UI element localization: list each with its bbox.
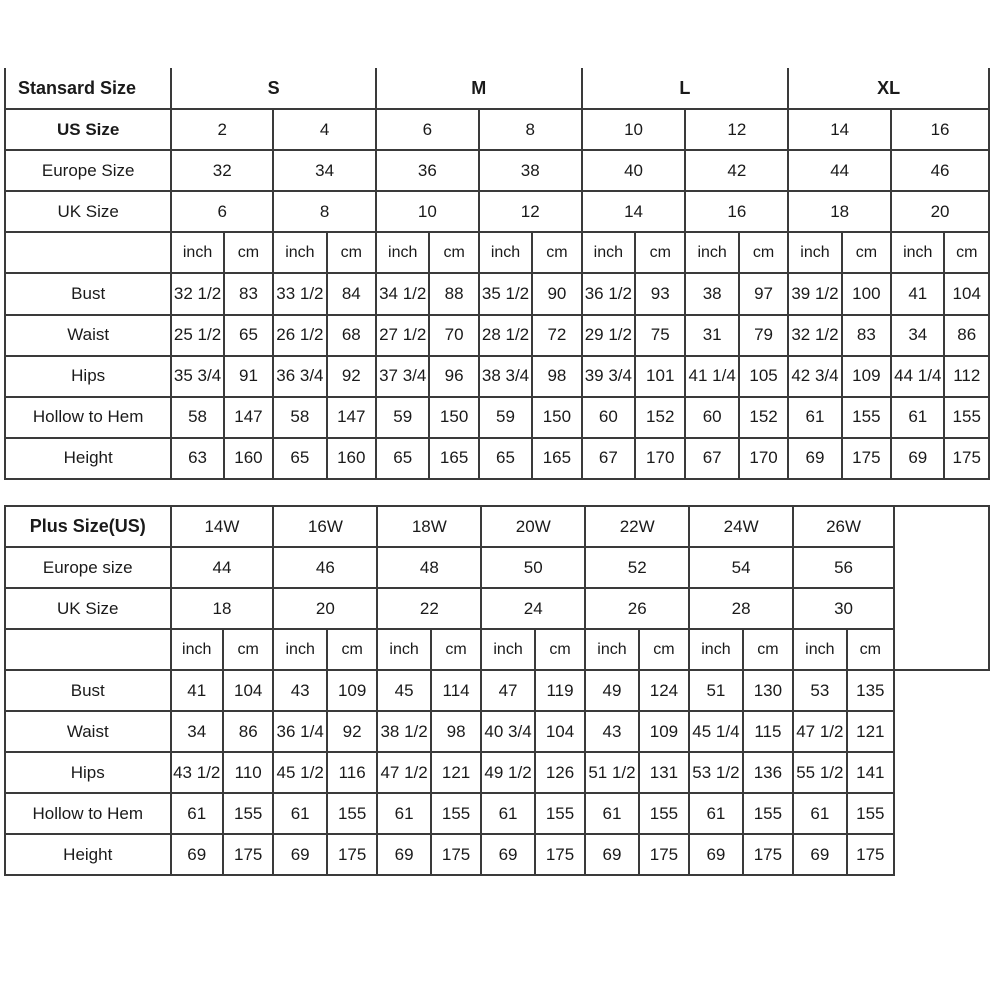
uk-size-row: [5, 191, 989, 232]
plus-measurement-value: 175: [847, 834, 894, 875]
measurement-value: 25 1/2: [171, 315, 223, 356]
unit-row: [5, 232, 989, 273]
europe-size-cell: 34: [273, 150, 376, 191]
plus-measurement-value: 61: [171, 793, 223, 834]
plus-measurement-value: 51 1/2: [585, 752, 638, 793]
plus-us-size-row: [5, 506, 989, 547]
plus-measurement-value: 130: [743, 670, 793, 711]
measurement-value: 67: [685, 438, 738, 479]
plus-measurement-value: 69: [171, 834, 223, 875]
plus-uk-size-cell: 22: [377, 588, 481, 629]
plus-size-header: Plus Size(US): [5, 506, 171, 547]
measurement-value: 35 3/4: [171, 356, 223, 397]
plus-measurement-value: 109: [639, 711, 689, 752]
us-size-label: US Size: [5, 109, 171, 150]
uk-size-cell: 6: [171, 191, 273, 232]
plus-measurement-value: 61: [689, 793, 742, 834]
europe-size-label: Europe Size: [5, 150, 171, 191]
uk-size-label: UK Size: [5, 191, 171, 232]
plus-europe-size-cell: 52: [585, 547, 689, 588]
plus-europe-size-cell: 48: [377, 547, 481, 588]
standard-size-table: [4, 68, 990, 480]
plus-measurement-value: 86: [223, 711, 273, 752]
plus-us-size-cell: 20W: [481, 506, 585, 547]
europe-size-cell: 38: [479, 150, 582, 191]
us-size-cell: 6: [376, 109, 479, 150]
plus-measurement-value: 49: [585, 670, 638, 711]
plus-measurement-value: 155: [327, 793, 377, 834]
measurement-value: 36 3/4: [273, 356, 326, 397]
measurement-value: 97: [739, 273, 788, 314]
uk-size-cell: 12: [479, 191, 582, 232]
plus-measurement-row: [5, 711, 989, 752]
measurement-value: 69: [788, 438, 841, 479]
plus-measurement-value: 41: [171, 670, 223, 711]
plus-measurement-value: 61: [585, 793, 638, 834]
plus-measurement-value: 175: [743, 834, 793, 875]
plus-measurement-value: 175: [223, 834, 273, 875]
unit-cell: inch: [685, 232, 738, 273]
unit-cell: inch: [788, 232, 841, 273]
plus-measurement-value: 155: [223, 793, 273, 834]
measurement-value: 33 1/2: [273, 273, 326, 314]
measurement-value: 104: [944, 273, 989, 314]
plus-measurement-value: 114: [431, 670, 481, 711]
plus-unit-row-blank: [5, 629, 171, 670]
size-group-s: S: [171, 68, 376, 109]
plus-measurement-value: 51: [689, 670, 742, 711]
plus-measurement-value: 69: [585, 834, 638, 875]
europe-size-cell: 32: [171, 150, 273, 191]
plus-measurement-value: 104: [535, 711, 585, 752]
measurement-value: 32 1/2: [788, 315, 841, 356]
measurement-value: 93: [635, 273, 685, 314]
plus-measurement-label: Hollow to Hem: [5, 793, 171, 834]
plus-us-size-cell: 26W: [793, 506, 894, 547]
plus-measurement-value: 53 1/2: [689, 752, 742, 793]
plus-europe-size-cell: 50: [481, 547, 585, 588]
us-size-row: [5, 109, 989, 150]
measurement-value: 60: [685, 397, 738, 438]
plus-unit-cell: cm: [327, 629, 377, 670]
measurement-value: 39 3/4: [582, 356, 635, 397]
measurement-value: 150: [532, 397, 581, 438]
plus-europe-size-cell: 44: [171, 547, 274, 588]
measurement-value: 65: [273, 438, 326, 479]
measurement-row: [5, 356, 989, 397]
us-size-cell: 10: [582, 109, 686, 150]
measurement-value: 165: [532, 438, 581, 479]
measurement-value: 67: [582, 438, 635, 479]
plus-unit-row: [5, 629, 989, 670]
uk-size-cell: 10: [376, 191, 479, 232]
plus-measurement-value: 43 1/2: [171, 752, 223, 793]
measurement-value: 68: [327, 315, 376, 356]
plus-uk-size-cell: 24: [481, 588, 585, 629]
plus-measurement-value: 69: [481, 834, 534, 875]
measurement-value: 165: [429, 438, 478, 479]
plus-unit-cell: cm: [223, 629, 273, 670]
plus-measurement-value: 155: [639, 793, 689, 834]
measurement-value: 86: [944, 315, 989, 356]
measurement-value: 90: [532, 273, 581, 314]
uk-size-cell: 16: [685, 191, 788, 232]
plus-europe-size-cell: 54: [689, 547, 793, 588]
measurement-label: Height: [5, 438, 171, 479]
standard-size-header: Stansard Size: [5, 68, 171, 109]
plus-measurement-value: 69: [273, 834, 326, 875]
measurement-row: [5, 315, 989, 356]
plus-measurement-value: 135: [847, 670, 894, 711]
measurement-value: 150: [429, 397, 478, 438]
measurement-value: 147: [327, 397, 376, 438]
measurement-value: 34 1/2: [376, 273, 429, 314]
measurement-row: [5, 397, 989, 438]
measurement-value: 175: [944, 438, 989, 479]
unit-cell: cm: [327, 232, 376, 273]
plus-uk-size-cell: 20: [273, 588, 377, 629]
plus-measurement-label: Bust: [5, 670, 171, 711]
uk-size-cell: 18: [788, 191, 891, 232]
plus-measurement-value: 61: [273, 793, 326, 834]
plus-measurement-value: 121: [431, 752, 481, 793]
us-size-cell: 2: [171, 109, 273, 150]
plus-uk-size-cell: 30: [793, 588, 894, 629]
plus-measurement-value: 34: [171, 711, 223, 752]
plus-measurement-value: 61: [377, 793, 430, 834]
uk-size-cell: 14: [582, 191, 686, 232]
measurement-value: 29 1/2: [582, 315, 635, 356]
plus-measurement-value: 104: [223, 670, 273, 711]
plus-measurement-value: 141: [847, 752, 894, 793]
plus-unit-cell: cm: [431, 629, 481, 670]
plus-measurement-row: [5, 834, 989, 875]
plus-uk-size-cell: 26: [585, 588, 689, 629]
plus-unit-cell: cm: [639, 629, 689, 670]
measurement-value: 42 3/4: [788, 356, 841, 397]
measurement-value: 26 1/2: [273, 315, 326, 356]
unit-cell: cm: [532, 232, 581, 273]
measurement-value: 155: [944, 397, 989, 438]
measurement-value: 170: [739, 438, 788, 479]
unit-cell: inch: [479, 232, 532, 273]
plus-measurement-value: 121: [847, 711, 894, 752]
measurement-value: 75: [635, 315, 685, 356]
plus-measurement-value: 175: [639, 834, 689, 875]
unit-cell: cm: [224, 232, 273, 273]
measurement-value: 41 1/4: [685, 356, 738, 397]
plus-measurement-value: 69: [689, 834, 742, 875]
us-size-cell: 8: [479, 109, 582, 150]
unit-cell: inch: [582, 232, 635, 273]
plus-measurement-value: 43: [585, 711, 638, 752]
unit-cell: inch: [171, 232, 223, 273]
plus-measurement-label: Waist: [5, 711, 171, 752]
measurement-value: 160: [327, 438, 376, 479]
plus-unit-cell: cm: [847, 629, 894, 670]
plus-measurement-row: [5, 793, 989, 834]
measurement-value: 63: [171, 438, 223, 479]
plus-measurement-row: [5, 752, 989, 793]
measurement-value: 88: [429, 273, 478, 314]
plus-measurement-value: 47: [481, 670, 534, 711]
measurement-value: 27 1/2: [376, 315, 429, 356]
measurement-value: 100: [842, 273, 891, 314]
measurement-value: 37 3/4: [376, 356, 429, 397]
measurement-value: 41: [891, 273, 944, 314]
plus-measurement-value: 175: [431, 834, 481, 875]
measurement-row: [5, 438, 989, 479]
measurement-label: Waist: [5, 315, 171, 356]
plus-measurement-value: 43: [273, 670, 326, 711]
plus-uk-size-row: [5, 588, 989, 629]
unit-cell: cm: [944, 232, 989, 273]
us-size-cell: 14: [788, 109, 891, 150]
plus-measurement-value: 47 1/2: [793, 711, 846, 752]
plus-measurement-value: 175: [535, 834, 585, 875]
measurement-value: 152: [739, 397, 788, 438]
size-group-row: [5, 68, 989, 109]
plus-unit-cell: inch: [793, 629, 846, 670]
measurement-label: Hollow to Hem: [5, 397, 171, 438]
unit-cell: inch: [891, 232, 944, 273]
plus-unit-cell: inch: [377, 629, 430, 670]
measurement-value: 112: [944, 356, 989, 397]
plus-europe-size-cell: 56: [793, 547, 894, 588]
plus-measurement-value: 116: [327, 752, 377, 793]
measurement-value: 60: [582, 397, 635, 438]
measurement-value: 70: [429, 315, 478, 356]
plus-us-size-cell: 16W: [273, 506, 377, 547]
plus-us-size-cell: 24W: [689, 506, 793, 547]
plus-us-size-cell: 18W: [377, 506, 481, 547]
measurement-value: 109: [842, 356, 891, 397]
measurement-value: 61: [891, 397, 944, 438]
uk-size-cell: 20: [891, 191, 989, 232]
plus-measurement-value: 49 1/2: [481, 752, 534, 793]
plus-measurement-value: 136: [743, 752, 793, 793]
plus-measurement-value: 92: [327, 711, 377, 752]
measurement-value: 31: [685, 315, 738, 356]
unit-row-blank: [5, 232, 171, 273]
plus-measurement-value: 131: [639, 752, 689, 793]
measurement-value: 79: [739, 315, 788, 356]
measurement-value: 105: [739, 356, 788, 397]
plus-unit-cell: cm: [535, 629, 585, 670]
plus-unit-cell: inch: [273, 629, 326, 670]
plus-europe-size-label: Europe size: [5, 547, 171, 588]
measurement-row: [5, 273, 989, 314]
plus-measurement-value: 61: [793, 793, 846, 834]
measurement-value: 152: [635, 397, 685, 438]
measurement-value: 96: [429, 356, 478, 397]
unit-cell: inch: [376, 232, 429, 273]
measurement-value: 36 1/2: [582, 273, 635, 314]
measurement-value: 84: [327, 273, 376, 314]
plus-measurement-value: 36 1/4: [273, 711, 326, 752]
measurement-value: 83: [224, 273, 273, 314]
size-group-l: L: [582, 68, 789, 109]
measurement-value: 38: [685, 273, 738, 314]
measurement-value: 34: [891, 315, 944, 356]
plus-measurement-value: 109: [327, 670, 377, 711]
measurement-value: 101: [635, 356, 685, 397]
unit-cell: cm: [635, 232, 685, 273]
us-size-cell: 4: [273, 109, 376, 150]
plus-unit-cell: cm: [743, 629, 793, 670]
measurement-value: 155: [842, 397, 891, 438]
plus-size-table: [4, 505, 990, 876]
measurement-value: 65: [224, 315, 273, 356]
measurement-value: 65: [376, 438, 429, 479]
plus-measurement-value: 69: [377, 834, 430, 875]
measurement-value: 72: [532, 315, 581, 356]
measurement-value: 160: [224, 438, 273, 479]
measurement-value: 65: [479, 438, 532, 479]
plus-measurement-value: 45 1/2: [273, 752, 326, 793]
unit-cell: inch: [273, 232, 326, 273]
plus-measurement-value: 61: [481, 793, 534, 834]
plus-measurement-row: [5, 670, 989, 711]
plus-us-size-cell: 22W: [585, 506, 689, 547]
plus-measurement-value: 110: [223, 752, 273, 793]
plus-measurement-label: Hips: [5, 752, 171, 793]
plus-uk-size-cell: 28: [689, 588, 793, 629]
plus-unit-cell: inch: [585, 629, 638, 670]
measurement-value: 38 3/4: [479, 356, 532, 397]
measurement-value: 39 1/2: [788, 273, 841, 314]
plus-unit-cell: inch: [171, 629, 223, 670]
us-size-cell: 16: [891, 109, 989, 150]
plus-measurement-value: 175: [327, 834, 377, 875]
plus-measurement-value: 53: [793, 670, 846, 711]
measurement-value: 83: [842, 315, 891, 356]
plus-measurement-value: 119: [535, 670, 585, 711]
unit-cell: cm: [739, 232, 788, 273]
plus-measurements: [5, 670, 989, 875]
measurement-value: 170: [635, 438, 685, 479]
plus-europe-size-row: [5, 547, 989, 588]
europe-size-cell: 44: [788, 150, 891, 191]
measurement-value: 147: [224, 397, 273, 438]
measurement-value: 175: [842, 438, 891, 479]
plus-measurement-value: 38 1/2: [377, 711, 430, 752]
measurement-label: Bust: [5, 273, 171, 314]
measurement-value: 98: [532, 356, 581, 397]
plus-uk-size-cell: 18: [171, 588, 274, 629]
europe-size-row: [5, 150, 989, 191]
plus-measurement-value: 155: [535, 793, 585, 834]
measurement-label: Hips: [5, 356, 171, 397]
plus-us-size-cell: 14W: [171, 506, 274, 547]
plus-measurement-value: 55 1/2: [793, 752, 846, 793]
plus-measurement-value: 40 3/4: [481, 711, 534, 752]
measurement-value: 59: [479, 397, 532, 438]
plus-measurement-value: 115: [743, 711, 793, 752]
plus-measurement-value: 155: [847, 793, 894, 834]
size-group-m: M: [376, 68, 582, 109]
plus-europe-size-cell: 46: [273, 547, 377, 588]
unit-cell: cm: [842, 232, 891, 273]
measurement-value: 92: [327, 356, 376, 397]
uk-size-cell: 8: [273, 191, 376, 232]
measurement-value: 28 1/2: [479, 315, 532, 356]
plus-measurement-value: 155: [431, 793, 481, 834]
plus-measurement-label: Height: [5, 834, 171, 875]
europe-size-cell: 46: [891, 150, 989, 191]
plus-measurement-value: 155: [743, 793, 793, 834]
measurement-value: 59: [376, 397, 429, 438]
plus-blank-column: [894, 506, 989, 670]
plus-measurement-value: 47 1/2: [377, 752, 430, 793]
europe-size-cell: 36: [376, 150, 479, 191]
plus-unit-cell: inch: [689, 629, 742, 670]
europe-size-cell: 40: [582, 150, 686, 191]
unit-cell: cm: [429, 232, 478, 273]
standard-measurements: [5, 273, 989, 478]
measurement-value: 58: [171, 397, 223, 438]
measurement-value: 69: [891, 438, 944, 479]
plus-measurement-value: 45 1/4: [689, 711, 742, 752]
plus-unit-cell: inch: [481, 629, 534, 670]
plus-measurement-value: 45: [377, 670, 430, 711]
plus-measurement-value: 69: [793, 834, 846, 875]
measurement-value: 61: [788, 397, 841, 438]
plus-measurement-value: 98: [431, 711, 481, 752]
measurement-value: 35 1/2: [479, 273, 532, 314]
plus-measurement-value: 126: [535, 752, 585, 793]
europe-size-cell: 42: [685, 150, 788, 191]
measurement-value: 91: [224, 356, 273, 397]
measurement-value: 44 1/4: [891, 356, 944, 397]
plus-uk-size-label: UK Size: [5, 588, 171, 629]
size-group-xl: XL: [788, 68, 989, 109]
measurement-value: 32 1/2: [171, 273, 223, 314]
plus-measurement-value: 124: [639, 670, 689, 711]
us-size-cell: 12: [685, 109, 788, 150]
measurement-value: 58: [273, 397, 326, 438]
